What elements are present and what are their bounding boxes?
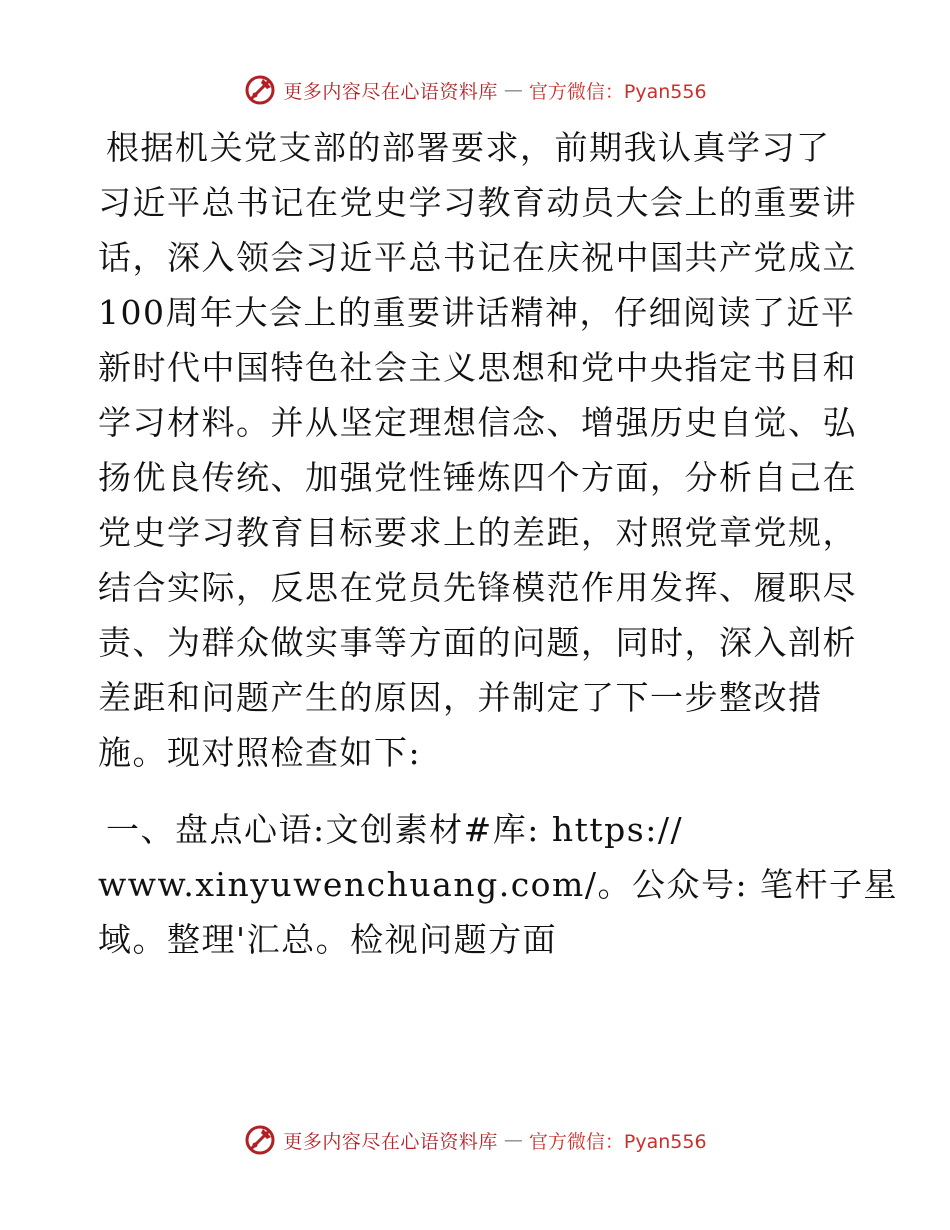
footer-banner-inner (243, 1123, 706, 1157)
document-body (98, 120, 899, 967)
body-paragraph: 根据机关党支部的部署要求，前期我认真学习了习近平总书记在党史学习教育动员大会上的重要讲话，深入领会习近平总书记在庆祝中国共产党成立100周年大会上的重要讲话精神，仔细阅读了近平新时代中国特色社会主义思想和党中央指定书目和学习材料。并从坚定理想信念、增强历史自觉、弘扬优良传统、加强党性锤炼四个方面，分析自己在党史学习教育目标要求上的差距，对照党章党规，结合实际，反思在党员先锋模范作用发挥、履职尽责、为群众做实事等方面的问题，同时，深入剖析差距和问题产生的原因，并制定了下一步整改措施。现对照检查如下: (98, 128, 857, 772)
section-heading (98, 802, 899, 967)
section-heading-line-2: www.xinyuwenchuang.com/。公众号: 笔杆子星 (98, 865, 899, 904)
header-banner-text: 更多内容尽在心语资料库 (283, 80, 498, 103)
footer-banner-wechat: 官方微信：Pyan556 (528, 1130, 707, 1153)
section-heading-line-1: 一、盘点心语:文创素材#库: https:// (106, 810, 684, 849)
header-banner-wechat: 官方微信：Pyan556 (528, 80, 707, 103)
header-banner-separator: — (503, 79, 523, 101)
footer-banner-separator: — (503, 1129, 523, 1151)
brand-logo-icon (243, 73, 277, 107)
header-banner (0, 70, 950, 110)
brand-logo-icon (243, 1123, 277, 1157)
footer-banner-text: 更多内容尽在心语资料库 (283, 1130, 498, 1153)
header-banner-inner (243, 73, 706, 107)
section-heading-line-3: 域。整理'汇总。检视问题方面 (98, 920, 558, 959)
footer-banner (0, 1120, 950, 1160)
